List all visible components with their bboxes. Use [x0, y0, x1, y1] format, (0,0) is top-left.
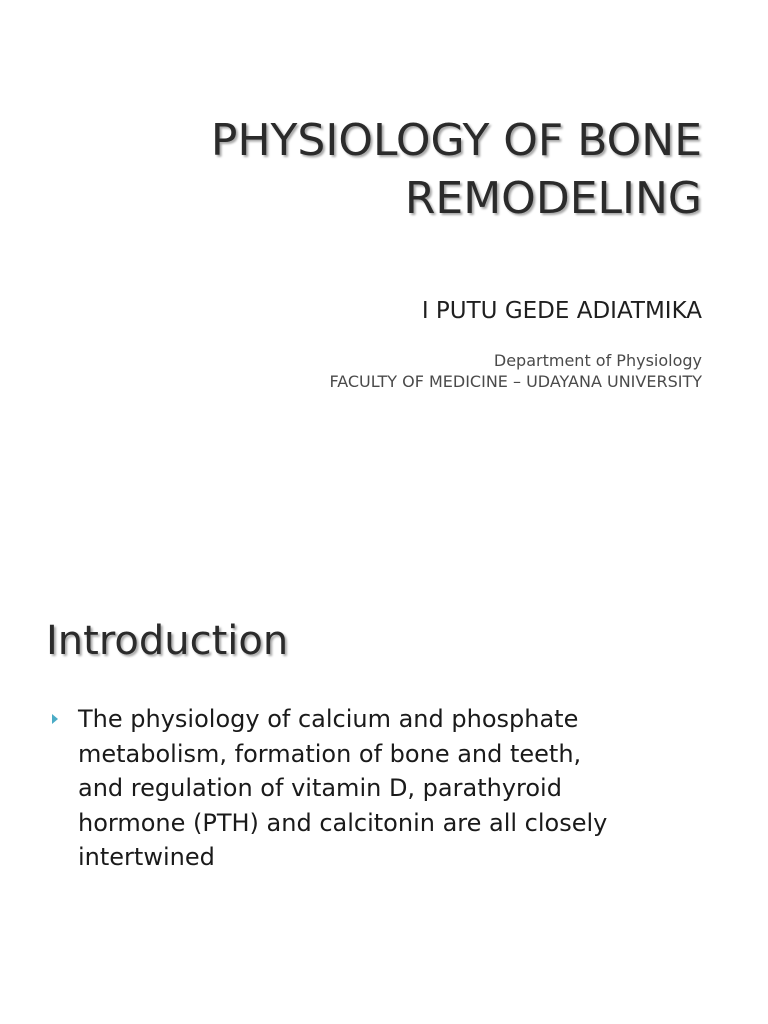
bullet-line: and regulation of vitamin D, parathyroid	[78, 774, 562, 802]
bullet-line: metabolism, formation of bone and teeth,	[78, 739, 582, 768]
bullet-text	[78, 702, 710, 875]
slide-title-line-1: PHYSIOLOGY OF BONE	[210, 115, 702, 166]
department-name: Department of Physiology	[493, 351, 702, 370]
introduction-slide	[0, 576, 768, 1024]
faculty-name: FACULTY OF MEDICINE – UDAYANA UNIVERSITY	[329, 372, 702, 391]
slide-title	[62, 112, 702, 228]
slide-title-line-2: REMODELING	[404, 173, 702, 224]
author-name: I PUTU GEDE ADIATMIKA	[421, 298, 702, 324]
bullet-arrow-icon	[52, 714, 58, 724]
bullet-line: intertwined	[78, 843, 215, 871]
section-heading: Introduction	[46, 618, 289, 664]
affiliation	[329, 350, 702, 392]
bullet-line: hormone (PTH) and calcitonin are all closely	[78, 808, 608, 837]
bullet-line: The physiology of calcium and phosphate	[78, 705, 579, 733]
